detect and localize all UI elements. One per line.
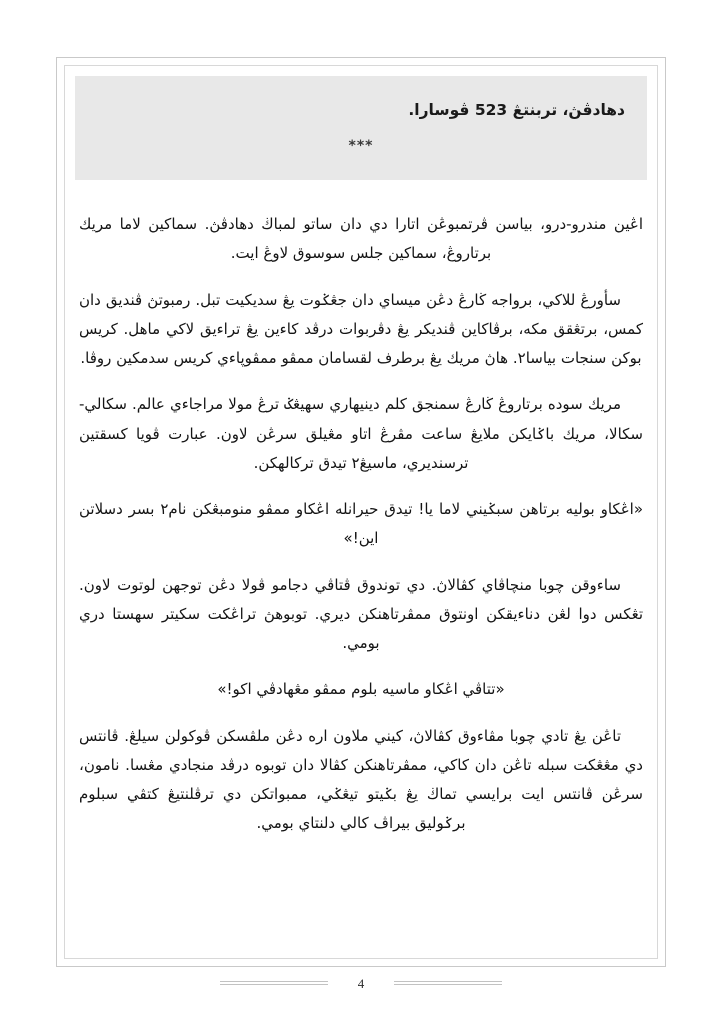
page-content <box>75 76 647 948</box>
paragraph-quote: «تتاڤي اڠكاو ماسيه بلوم ممڤو مڠهادڤي اكو!» <box>217 680 505 699</box>
paragraph: ساءوقن چوبا منچاڤاي كڤالاڽ. دي توندوق ڤتاڤي دجامو ڤولا دڠن توجهن لوتوت لاون. تڠكس دوا لڠن دناءيقكن اونتوق ممڤرتاهنكن ديري. توبوهڽ تراڠكت سكيتر سهستا دري بومي. <box>79 575 643 653</box>
paragraph: مريك سوده برتاروڠ ڬارڠ سمنجق كلم دينيهاري سهيڠݢ ترڠ مولا مراجاءي عالم. سكالي-سكالا، مريك باݢايكن ملايڠ ساعت مڤرڠ اتاو مڠيلق سرڠن لاون. عبارت ڤويا كسقتين ترسنديري، ماسيڠ٢ تيدق تركالهكن. <box>79 395 643 472</box>
section-separator: *** <box>348 138 374 155</box>
heading-band <box>75 76 647 180</box>
page-number: 4 <box>357 975 365 991</box>
footer-rule-left <box>220 981 328 985</box>
paragraph: تاڠن يڠ تادي چوبا مڤاءوق كڤالاڽ، كيني ملاون اره دڠن ملڤسكن ڤوكولن سيلڠ. ڤانتس دي مڠڠكت سبله تاڠن دان كاكي، ممڤرتاهنكن كڤالا دان توبوه درڤد منجادي مڠسا. نامون، سرڠن ڤانتس ايت برايسي تماڬ يڠ بݢيتو تيڠݢي، ممبواتكن دي ترڤلنتيڠ كتڤي سبلوم برݢوليق بيراڤ كالي دلنتاي بومي. <box>79 726 643 833</box>
page-title: دهادڤڽ، تربنتڠ 523 ڤوسارا. <box>408 101 625 119</box>
paragraph: سأورڠ للاكي، برواجه ڬارڠ دڠن ميساي دان جڠݢوت يڠ سديكيت تبل. رمبوتڽ ڤنديق دان کمس، برتڠقق مكه، برڤاكاين ڤنديكر يڠ دڤربوات درڤد كاءين يڠ تراءيق لاكي ماهل. كريس بوكن سنجات بياسا٢. هاڽ مريك يڠ برطرف لقسامان ممڤو ممڤوڽاءي كريس سدمكين روڤا. <box>79 290 643 368</box>
footer-rule-right <box>394 981 502 985</box>
body-text-area <box>75 180 647 839</box>
page-sheet <box>56 57 666 967</box>
page-footer <box>56 968 666 998</box>
paragraph-quote: «اڠكاو بوليه برتاهن سبݢيني لاما يا! تيدق حيرانله اڠكاو ممڤو منومبڠكن نام٢ بسر دسلاتن اين!» <box>79 500 643 548</box>
paragraph: اڠين مندرو-درو، بياسن ڤرتمبوڠن اتارا دي دان ساتو لمباڬ دهادڤڽ. سماكين لاما مريك برتاروڠ، سماكين جلس سوسوق لاوڠ ايت. <box>79 215 643 263</box>
